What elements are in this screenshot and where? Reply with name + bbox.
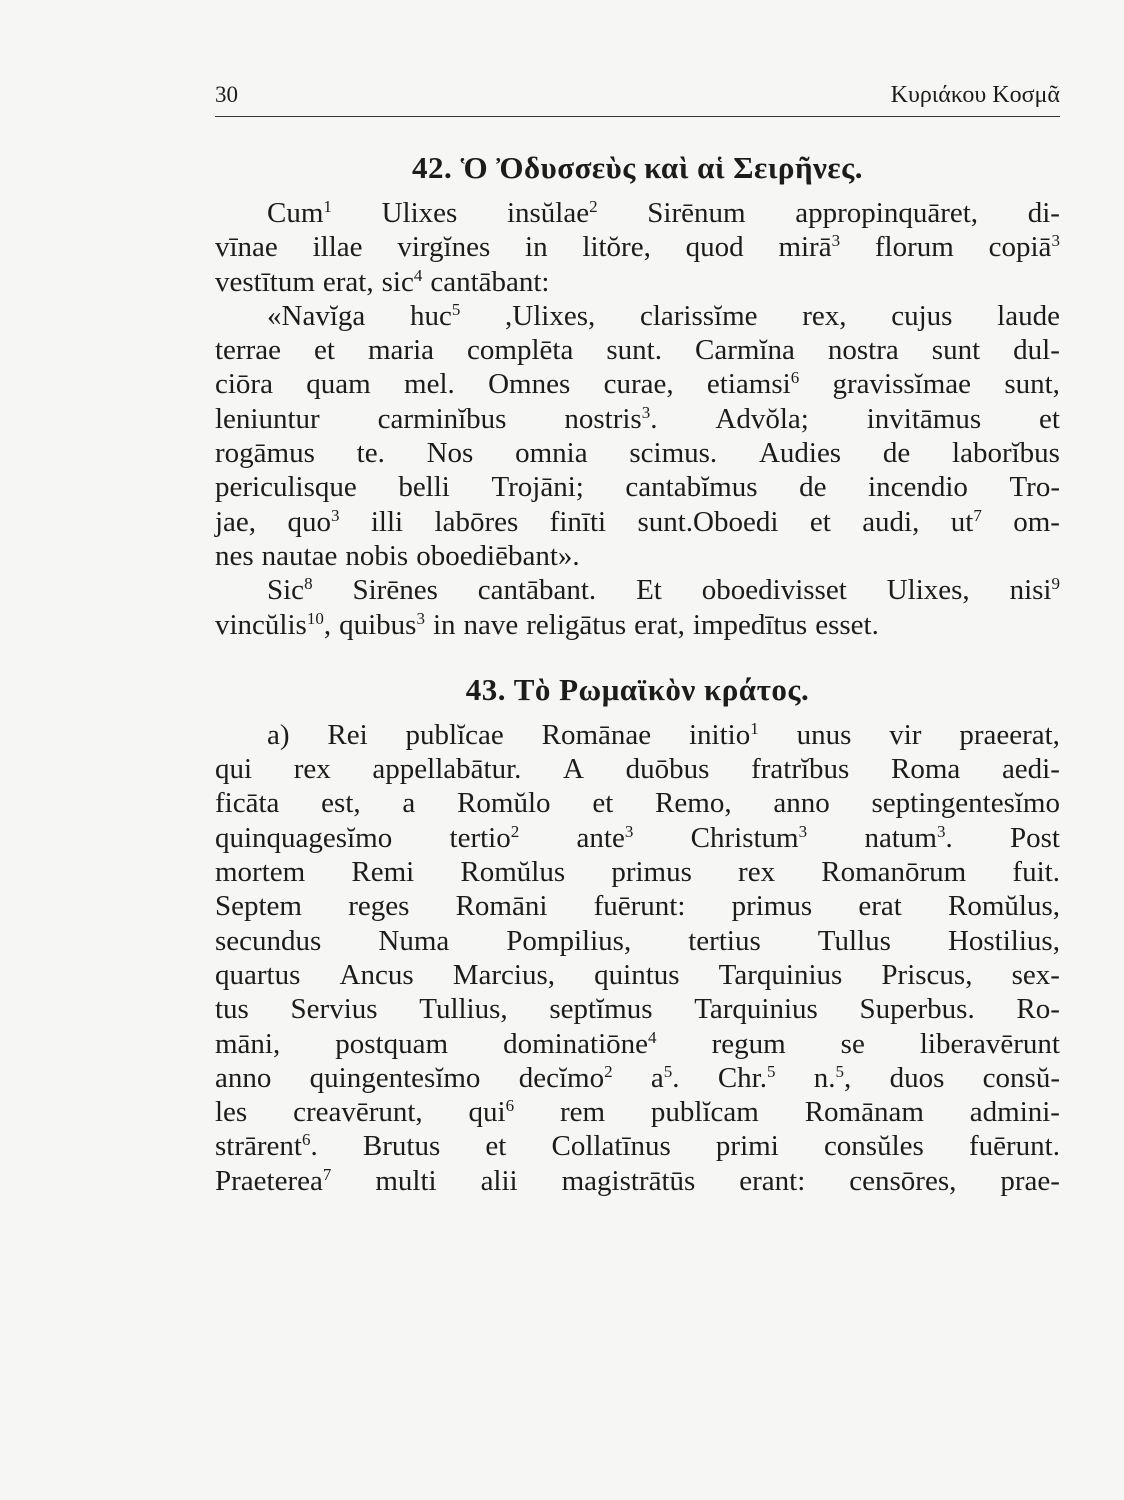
section-42-text	[215, 196, 1060, 642]
running-head: Κυριάκου Κοσμᾶ	[890, 82, 1060, 108]
text-line: Sic$^8$ Sirēnes cantābant. Et oboedivisset Ulixes, nisi$^9$	[267, 574, 1060, 607]
text-line: tus Servius Tullius, septĭmus Tarquinius Superbus. Ro-	[215, 993, 1060, 1026]
text-line: les creavērunt, qui$^6$ rem publĭcam Romānam admini-	[215, 1096, 1060, 1129]
text-line: strārent$^6$. Brutus et Collatīnus primi consŭles fuērunt.	[215, 1130, 1060, 1163]
section-title-42: 42. Ὁ Ὀδυσσεὺς καὶ αἱ Σειρῆνες.	[412, 150, 863, 185]
text-line: vestītum erat, sic$^4$ cantābant:	[215, 265, 550, 298]
text-line: jae, quo$^3$ illi labōres finīti sunt.Oboedi et audi, $ut^7$ om-	[215, 505, 1060, 538]
text-line: vīnae illae virgĭnes in litŏre, quod mirā$^3$ florum copiā$^3$	[215, 231, 1060, 264]
text-line: a) Rei publĭcae Romānae initio$^1$ unus vir praeerat,	[267, 718, 1060, 751]
text-line: secundus Numa Pompilius, tertius Tullus Hostilius,	[215, 924, 1060, 957]
text-line: māni, postquam dominatiōne$^4$ regum se liberavērunt	[215, 1027, 1060, 1060]
text-line: ficāta est, a Romŭlo et Remo, anno septingentesĭmo	[215, 787, 1060, 820]
text-line: periculisque belli Trojāni; cantabĭmus de incendio Tro-	[215, 471, 1060, 504]
page-header	[215, 76, 1060, 117]
text-line: Septem reges Romāni fuērunt: primus erat Romŭlus,	[215, 890, 1060, 923]
text-line: mortem Remi Romŭlus primus rex Romanōrum fuit.	[215, 856, 1060, 889]
text-line: vincŭlis$^{10}$, quibus$^3$ in nave religātus erat, impedītus esset.	[215, 608, 879, 641]
text-line: ciōra quam mel. Omnes curae, etiamsi$^6$ gravissĭmae sunt,	[215, 368, 1060, 401]
text-line: «Navĭga huc$^5$ ,Ulixes, clarissĭme rex, cujus laude	[267, 299, 1060, 332]
page-number: 30	[215, 82, 238, 107]
text-line: leniuntur carminĭbus nostris$^3$. Advŏla; invitāmus et	[215, 402, 1060, 435]
text-line: anno quingentesĭmo decĭmo$^2$ $a^5$. Chr.$^5$ n.$^5$, duos consŭ-	[215, 1061, 1060, 1094]
text-line: terrae et maria complēta sunt. Carmĭna nostra sunt dul-	[215, 334, 1060, 367]
text-line: quartus Ancus Marcius, quintus Tarquinius Priscus, sex-	[215, 958, 1060, 991]
section-43-text	[215, 718, 1060, 1198]
text-line: qui rex appellabātur. A duōbus fratrĭbus Roma aedi-	[215, 753, 1060, 786]
body-text	[215, 140, 1060, 1198]
text-line: quinquagesĭmo tertio$^2$ ante$^3$ Christum$^3$ natum$^3$. Post	[215, 821, 1060, 854]
text-line: rogāmus te. Nos omnia scimus. Audies de laborĭbus	[215, 437, 1060, 470]
text-line: nes nautae nobis oboediēbant».	[215, 539, 580, 572]
text-line: Cum$^1$ Ulixes insŭlae$^2$ Sirēnum appropinquāret, di-	[267, 197, 1060, 229]
text-line: Praeterea$^7$ multi alii magistrātūs erant: censōres, prae-	[215, 1164, 1060, 1197]
section-title-43: 43. Τὸ Ρωμαϊκὸν κράτος.	[465, 671, 810, 707]
